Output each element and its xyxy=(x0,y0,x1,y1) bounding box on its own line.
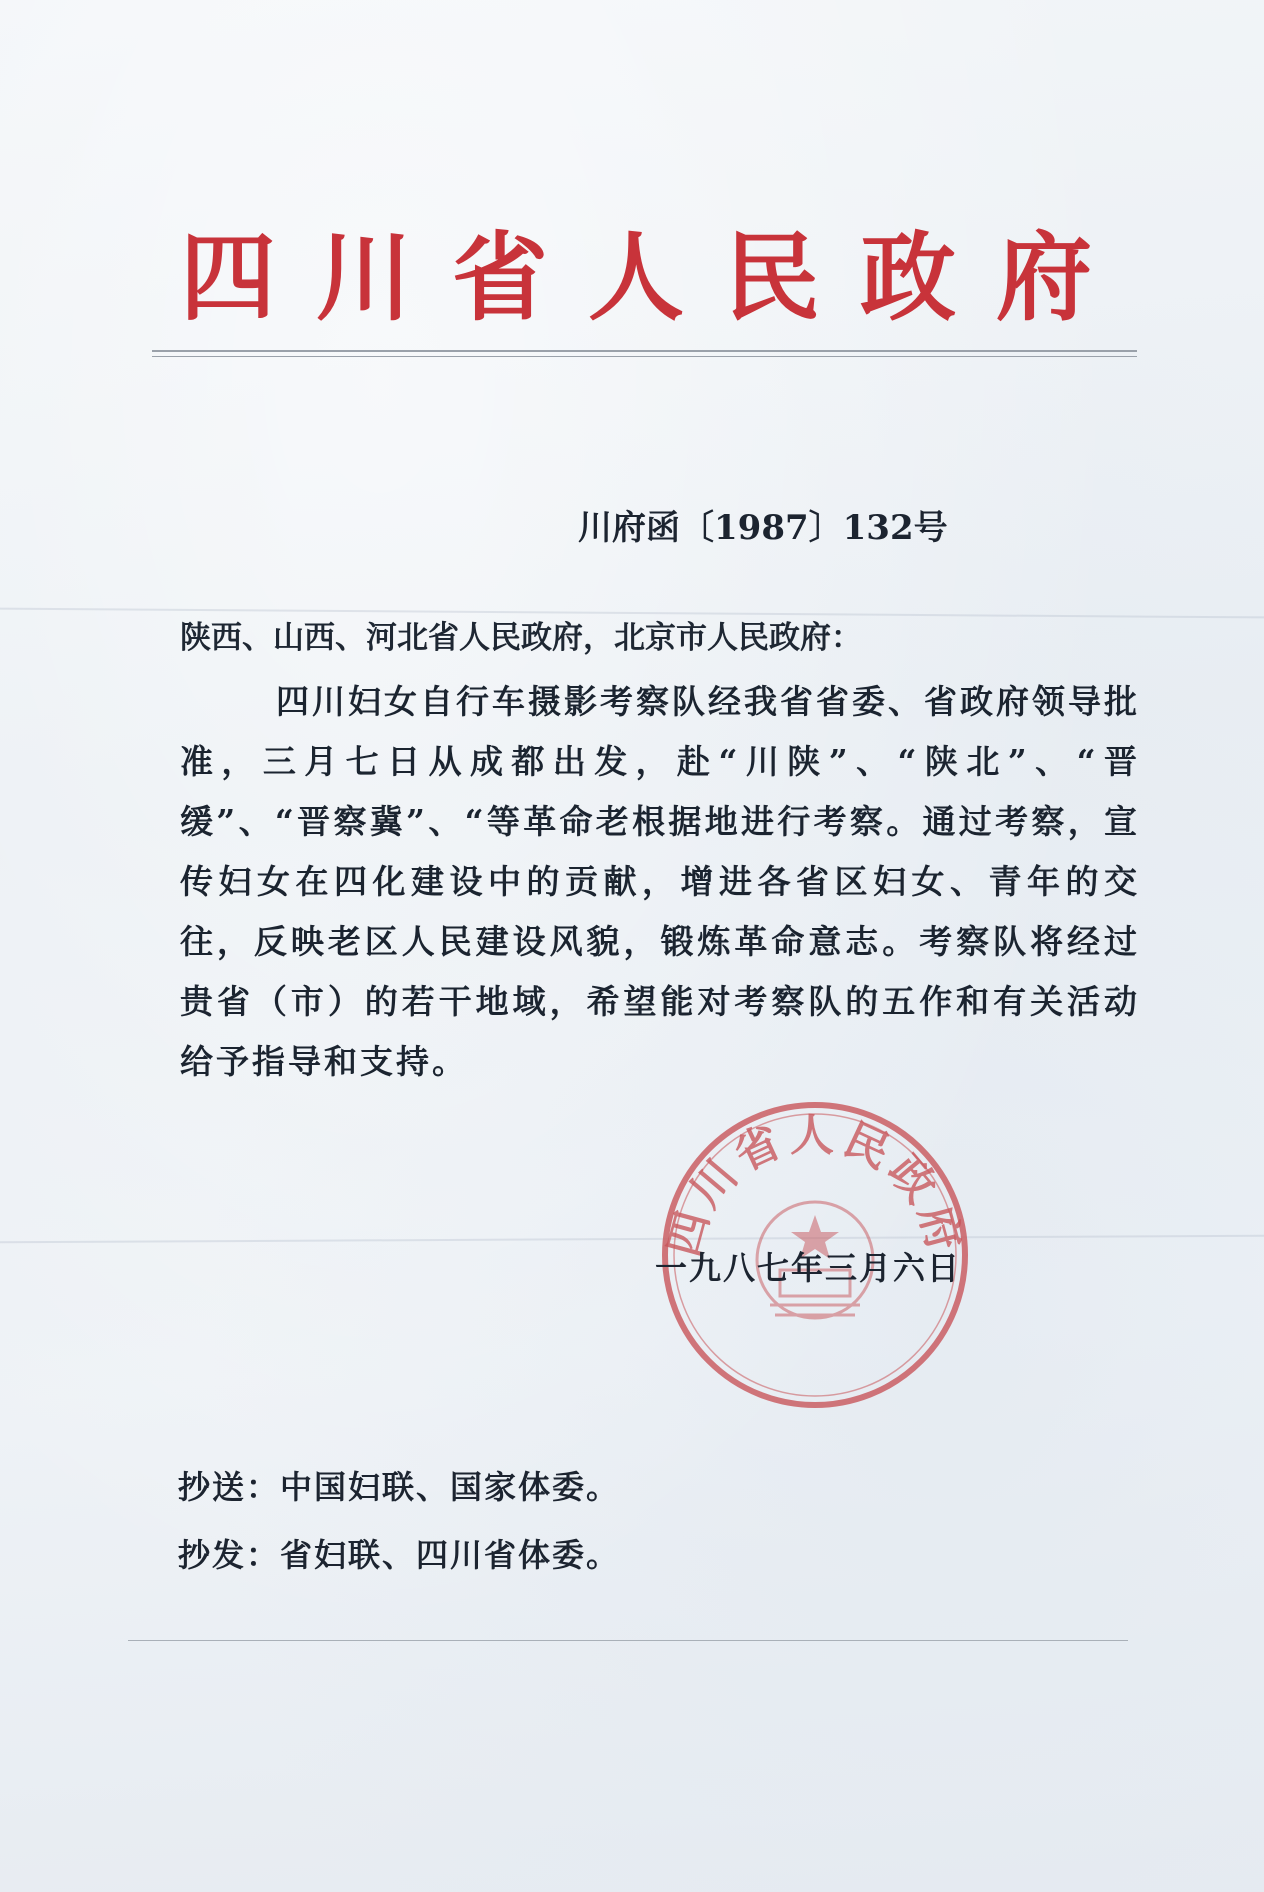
document-number: 川府函〔1987〕132号 xyxy=(578,508,948,548)
issue-date: 一九八七年三月六日 xyxy=(655,1249,962,1287)
footer-rule xyxy=(128,1640,1128,1641)
masthead-title: 四川省人民政府 xyxy=(180,222,1132,334)
paper-crease-bottom xyxy=(0,1235,1264,1244)
cc-issued-line: 抄发：省妇联、四川省体委。 xyxy=(178,1536,621,1574)
cc-sent-line: 抄送：中国妇联、国家体委。 xyxy=(178,1468,621,1506)
seal-text-path: 四川省人民政府 xyxy=(658,1109,972,1262)
masthead-rule-bottom xyxy=(152,356,1137,357)
masthead-rule-top xyxy=(152,350,1137,352)
body-paragraph: 四川妇女自行车摄影考察队经我省省委、省政府领导批准，三月七日从成都出发，赴“川陕”、“陕北”、“晋缓”、“晋察冀”、“等革命老根据地进行考察。通过考察，宣传妇女在四化建设中的贡献，增进各省区妇女、青年的交往，反映老区人民建设风貌，锻炼革命意志。考察队将经过贵省（市）的若干地域，希望能对考察队的五作和有关活动给予指导和支持。 xyxy=(180,682,1140,1081)
addressee-line: 陕西、山西、河北省人民政府，北京市人民政府： xyxy=(180,620,862,656)
